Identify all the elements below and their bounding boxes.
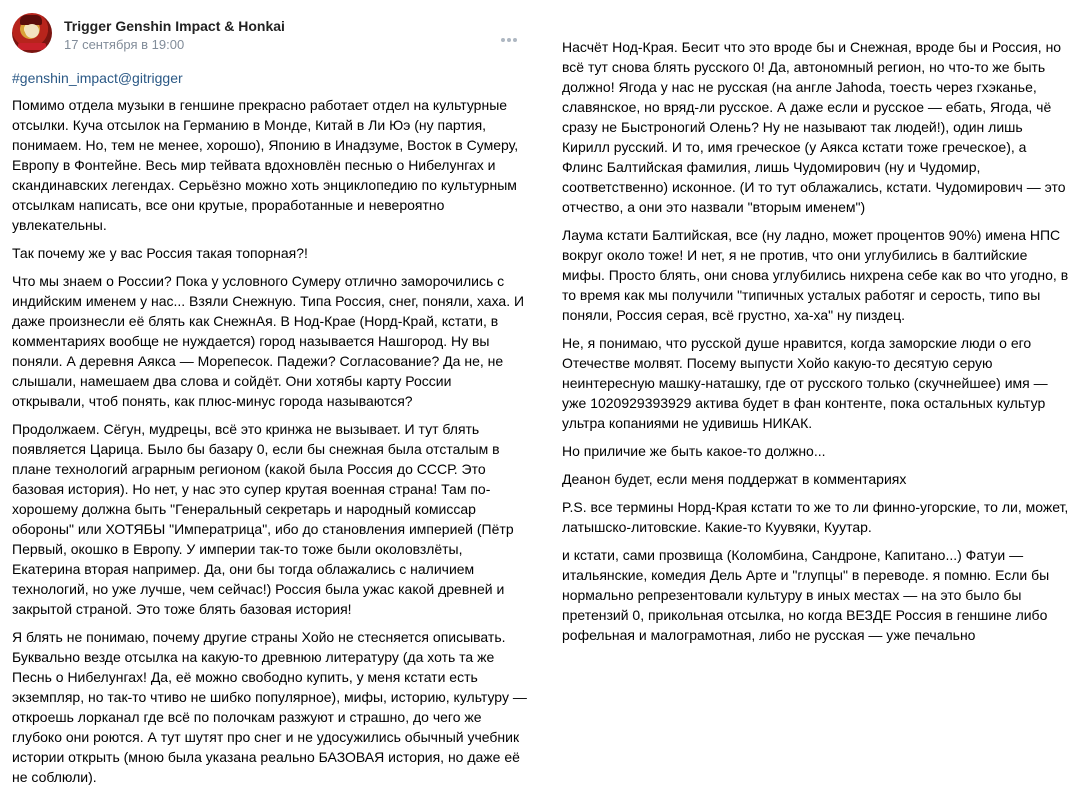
post-paragraph: Деанон будет, если меня поддержат в комментариях xyxy=(562,471,907,487)
post-date-link[interactable]: 17 сентября в 19:00 xyxy=(64,37,185,52)
post-paragraph: Я блять не понимаю, почему другие страны Хойо не стесняется описывать. Буквально везде отсылка на какую-то древнюю литературу (да хоть та же Песнь о Нибелунгах! Да, её можно свободно купить, у меня кстати есть экземпляр, но так-то чтиво не шибко популярное), мифы, историю, культуру — откроешь лорканал где всё по полочкам разжуют и страшно, до чего же глубоко они роются. А тут шутят про снег и не удосужились обычный учебник истории открыть (мною была указана реально БАЗОВАЯ история, но даже её не соблюли). xyxy=(12,629,527,785)
post-paragraph: P.S. все термины Норд-Края кстати то же то ли финно-угорские, то ли, может, латышско-литовские. Какие-то Куувяки, Куутар. xyxy=(562,499,1069,535)
hashtag-link[interactable]: #genshin_impact@gitrigger xyxy=(12,70,183,86)
group-name-link[interactable]: Trigger Genshin Impact & Honkai xyxy=(64,18,285,34)
post-paragraph: Не, я понимаю, что русской душе нравится, когда заморские люди о его Отечестве молвят. Посему выпусти Хойо какую-то десятую серую неинтересную машку-наташку, где от русского только (скучнейшее) имя — уже 1020929393929 актива будет в фан контенте, пока остальных культур ультра копаниями не удивишь НИКАК. xyxy=(562,335,1048,431)
post-paragraph: Так почему же у вас Россия такая топорная?! xyxy=(12,245,308,261)
post-paragraph: Насчёт Нод-Края. Бесит что это вроде бы и Снежная, вроде бы и Россия, но всё тут снова блять русского 0! Да, автономный регион, но что-то же быть должно! Ягода у нас не русская (на англе Jahoda, тоесть через гхэканье, славянское, но вряд-ли русское. А даже если и русское — ебать, Ягода, чё сразу не Быстроногий Олень? Ну не называют так людей!), один лишь Кирилл русский. И то, имя греческое (у Аякса кстати тоже греческое), а Флинс Балтийская фамилия, лишь Чудомирович (ну и Чудомир, соответственно) исконное. (И то тут облажались, кстати. Чудомирович — это отчество, а они это назвали "вторым именем") xyxy=(562,39,1066,215)
post-header xyxy=(0,10,540,68)
post-left-column xyxy=(0,0,540,795)
more-horizontal-icon[interactable] xyxy=(501,38,519,44)
avatar-face-shape xyxy=(25,24,39,38)
group-avatar[interactable] xyxy=(12,13,52,53)
post-paragraph: Но приличие же быть какое-то должно... xyxy=(562,443,826,459)
avatar-badge-shape xyxy=(18,43,46,50)
post-paragraph: Продолжаем. Сёгун, мудрецы, всё это кринжа не вызывает. И тут блять появляется Царица. Было бы базару 0, если бы снежная была отсталым в плане технологий аграрным регионом (какой была Россия до СССР. Это базовая история). Но нет, у нас это супер крутая военная страна! Там по-хорошему должна быть "Генеральный секретарь и народный комиссар обороны" или ХОТЯБЫ "Императрица", ибо до становления империей (Пётр Первый, окошко в Европу. У империи так-то тоже были околовзлёты, Екатерина вторая например. Да, они бы тогда облажались с наличием технологий, но уже лучше, чем сейчас!) Россия была ужас какой древней и закрытой страной. Это тоже блять базовая история! xyxy=(12,421,514,617)
post-paragraph: Что мы знаем о России? Пока у условного Сумеру отлично заморочились с индийским именем у нас... Взяли Снежную. Типа Россия, снег, поняли, хаха. И даже произнесли её блять как СнежнАя. В Нод-Крае (Норд-Край, кстати, в комментариях вообще не нуждается) город называется Нашгород. Ну вы поняли. А деревня Аякса — Морепесок. Падежи? Согласование? Да не, не слышали, намешаем два слова и сойдёт. Они хотябы карту России открывали, чтоб понять, как плюс-минус города называются? xyxy=(12,273,525,409)
post-paragraph: и кстати, сами прозвища (Коломбина, Сандроне, Капитано...) Фатуи — итальянские, комедия Дель Арте и "глупцы" в переводе. я помню. Если бы нормально репрезентовали культуру в иных местах — на это было бы претензий 0, прикольная отсылка, но когда ВЕЗДЕ Россия в геншине либо рофельная и малограмотная, либо не русская — уже печально xyxy=(562,547,1050,643)
post-paragraph: Помимо отдела музыки в геншине прекрасно работает отдел на культурные отсылки. Куча отсылок на Германию в Монде, Китай в Ли Юэ (ну партия, понимаем. Но, тем не менее, хорошо), Японию в Инадзуме, Восток в Сумеру, Европу в Фонтейне. Весь мир тейвата вдохновлён песнью о Нибелунгах и скандинавских легендах. Серьёзно можно хоть энциклопедию по культурным отсылкам написать, все они крутые, проработанные и невероятно увлекательны. xyxy=(12,97,519,233)
post-body-right xyxy=(550,0,1082,645)
post-right-column xyxy=(550,0,1082,653)
post-body-left xyxy=(0,68,540,787)
post-paragraph: Лаума кстати Балтийская, все (ну ладно, может процентов 90%) имена НПС вокруг около тоже! И нет, я не против, что они углубились в балтийские мифы. Просто блять, они снова углубились нихрена себе как во что угодно, в то время как мы получили "типичных усталых работяг и серость, типо вы поняли, Россия серая, всё грустно, ха-ха" ну пиздец. xyxy=(562,227,1069,323)
